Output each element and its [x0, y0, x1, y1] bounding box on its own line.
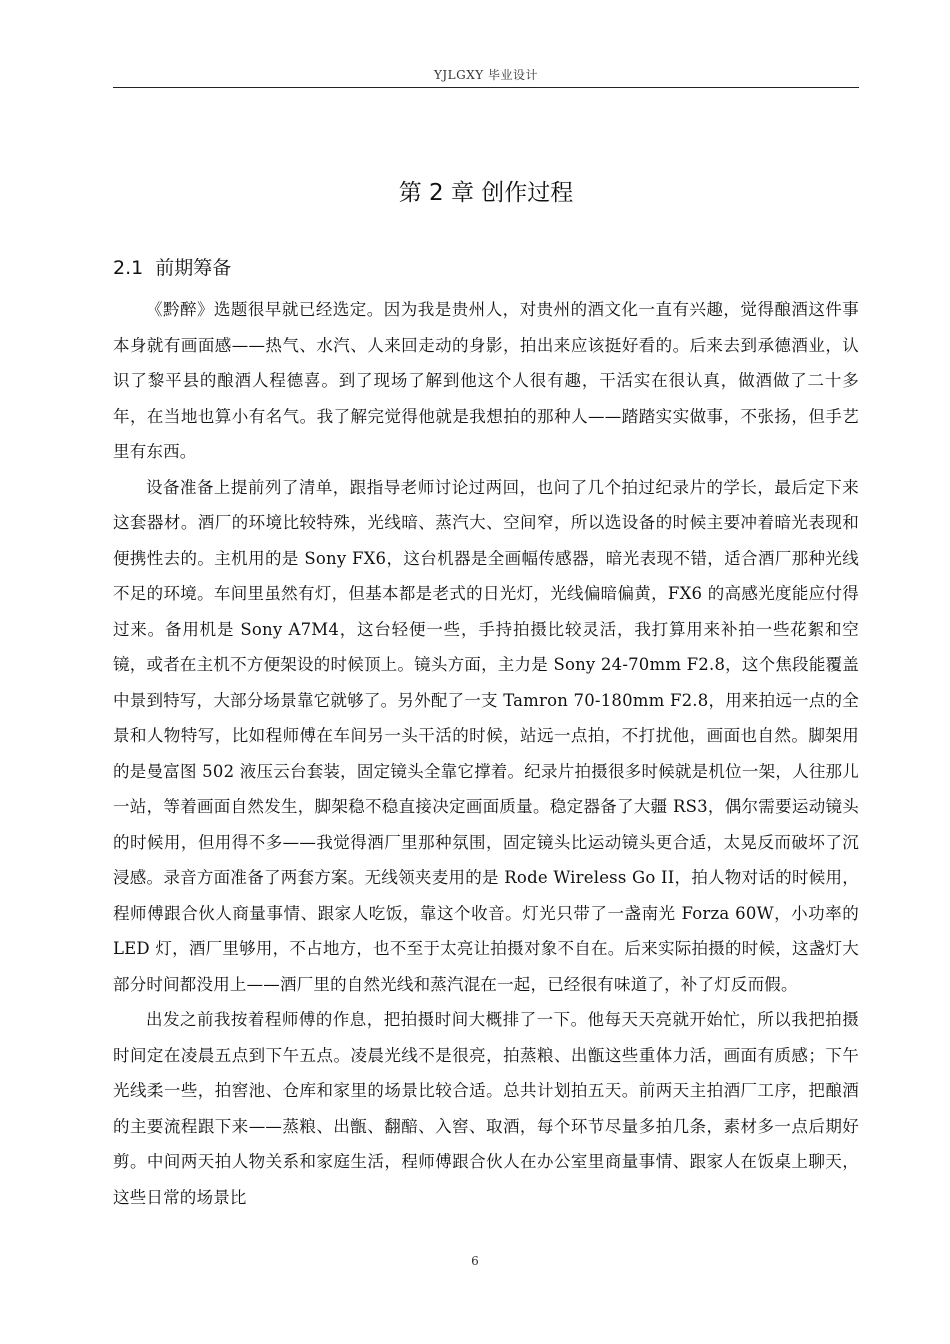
paragraph: 《黔醉》选题很早就已经选定。因为我是贵州人，对贵州的酒文化一直有兴趣，觉得酿酒这件事本身就有画面感——热气、水汽、人来回走动的身影，拍出来应该挺好看的。后来去到承德酒业，认识了黎平县的酿酒人程德喜。到了现场了解到他这个人很有趣，干活实在很认真，做酒做了二十多年，在当地也算小有名气。我了解完觉得他就是我想拍的那种人——踏踏实实做事，不张扬，但手艺里有东西。 [113, 300, 859, 461]
chapter-title: 第 2 章 创作过程 [398, 180, 574, 206]
section-number: 2.1 [113, 257, 144, 279]
header-divider [113, 87, 859, 88]
paragraph: 出发之前我按着程师傅的作息，把拍摄时间大概排了一下。他每天天亮就开始忙，所以我把拍摄时间定在凌晨五点到下午五点。凌晨光线不是很亮，拍蒸粮、出甑这些重体力活，画面有质感；下午光线柔一些，拍窖池、仓库和家里的场景比较合适。总共计划拍五天。前两天主拍酒厂工序，把酿酒的主要流程跟下来——蒸粮、出甑、翻醅、入窖、取酒，每个环节尽量多拍几条，素材多一点后期好剪。中间两天拍人物关系和家庭生活，程师傅跟合伙人在办公室里商量事情、跟家人在饭桌上聊天，这些日常的场景比 [113, 1010, 859, 1207]
body-text [113, 292, 859, 1215]
section-heading [113, 254, 231, 282]
paragraph: 设备准备上提前列了清单，跟指导老师讨论过两回，也问了几个拍过纪录片的学长，最后定下来这套器材。酒厂的环境比较特殊，光线暗、蒸汽大、空间窄，所以选设备的时候主要冲着暗光表现和便携性去的。主机用的是 Sony FX6，这台机器是全画幅传感器，暗光表现不错，适合酒厂那种光线不足的环境。车间里虽然有灯，但基本都是老式的日光灯，光线偏暗偏黄，FX6 的高感光度能应付得过来。备用机是 Sony A7M4，这台轻便一些，手持拍摄比较灵活，我打算用来补拍一些花絮和空镜，或者在主机不方便架设的时候顶上。镜头方面，主力是 Sony 24-70mm F2.8，这个焦段能覆盖中景到特写，大部分场景靠它就够了。另外配了一支 Tamron 70-180mm F2.8，用来拍远一点的全景和人物特写，比如程师傅在车间另一头干活的时候，站远一点拍，不打扰他，画面也自然。脚架用的是曼富图 502 液压云台套装，固定镜头全靠它撑着。纪录片拍摄很多时候就是机位一架，人往那儿一站，等着画面自然发生，脚架稳不稳直接决定画面质量。稳定器备了大疆 RS3，偶尔需要运动镜头的时候用，但用得不多——我觉得酒厂里那种氛围，固定镜头比运动镜头更合适，太晃反而破坏了沉浸感。录音方面准备了两套方案。无线领夹麦用的是 Rode Wireless Go II，拍人物对话的时候用，程师傅跟合伙人商量事情、跟家人吃饭，靠这个收音。灯光只带了一盏南光 Forza 60W，小功率的 LED 灯，酒厂里够用，不占地方，也不至于太亮让拍摄对象不自在。后来实际拍摄的时候，这盏灯大部分时间都没用上——酒厂里的自然光线和蒸汽混在一起，已经很有味道了，补了灯反而假。 [113, 477, 859, 994]
running-header: YJLGXY 毕业设计 [433, 68, 539, 82]
page-number: 6 [471, 1254, 479, 1268]
section-title: 前期筹备 [155, 257, 232, 279]
